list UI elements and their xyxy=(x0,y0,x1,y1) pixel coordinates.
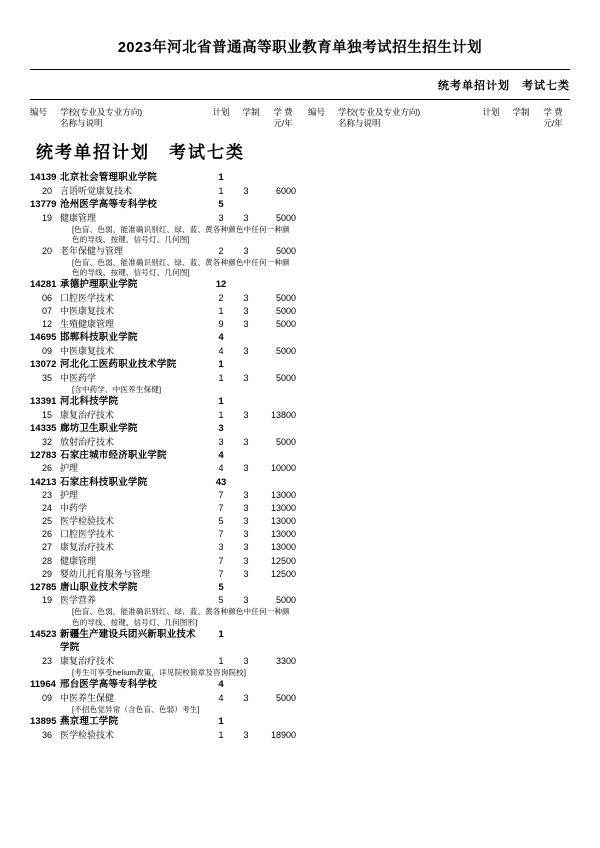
row-plan: 3 xyxy=(218,542,224,553)
row-name: 婴幼儿托育服务与管理 xyxy=(60,568,151,579)
row-code: 26 xyxy=(42,463,53,474)
row-plan: 3 xyxy=(218,212,224,223)
row-name: 廊坊卫生职业学院 xyxy=(60,422,138,434)
row-length: 3 xyxy=(243,568,249,579)
major-row xyxy=(30,372,300,385)
row-plan: 5 xyxy=(218,199,224,211)
column-header-name-right-line1: 学校(专业及专业方向) xyxy=(338,107,421,117)
row-length: 3 xyxy=(243,186,249,197)
row-length: 3 xyxy=(243,212,249,223)
row-length: 3 xyxy=(243,306,249,317)
major-row xyxy=(30,185,300,198)
row-code: 25 xyxy=(42,516,53,527)
row-fee: 13000 xyxy=(270,516,296,527)
major-row xyxy=(30,489,300,502)
major-row xyxy=(30,462,300,475)
row-code: 14213 xyxy=(30,476,57,488)
row-name: 中医药学 xyxy=(60,372,97,383)
major-row xyxy=(30,541,300,554)
row-plan: 9 xyxy=(218,319,224,330)
page-title: 2023年河北省普通高等职业教育单独考试招生招生计划 xyxy=(117,40,483,56)
major-row xyxy=(30,436,300,449)
column-header-length-left: 学制 xyxy=(242,107,260,117)
column-header-name-left-line2: 名称与说明 xyxy=(60,117,103,128)
column-header-code-right: 编号 xyxy=(308,107,326,117)
row-plan: 1 xyxy=(218,409,224,420)
column-header-name-left-line1: 学校(专业及专业方向) xyxy=(60,107,143,117)
column-header-name-right-line2: 名称与说明 xyxy=(338,117,381,128)
row-code: 09 xyxy=(42,693,53,704)
row-length: 3 xyxy=(243,730,249,741)
major-row xyxy=(30,502,300,515)
row-name: 放射治疗技术 xyxy=(60,436,115,447)
row-name: 医学营养 xyxy=(60,595,97,606)
row-plan: 2 xyxy=(218,293,224,304)
row-plan: 12 xyxy=(215,279,227,291)
row-fee: 5000 xyxy=(275,372,296,383)
row-fee: 12500 xyxy=(270,555,296,566)
row-length: 3 xyxy=(243,656,249,667)
row-code: 19 xyxy=(42,212,53,223)
row-name: 石家庄城市经济职业学院 xyxy=(60,449,167,461)
column-header-fee-left-line2: 元/年 xyxy=(273,117,293,128)
major-row xyxy=(30,568,300,581)
major-row xyxy=(30,692,300,705)
row-name: 唐山职业技术学院 xyxy=(60,581,138,593)
row-code: 19 xyxy=(42,595,53,606)
row-name: 石家庄科技职业学院 xyxy=(60,476,148,488)
column-header-fee-right-line2: 元/年 xyxy=(543,117,563,128)
row-fee: 5000 xyxy=(275,293,296,304)
row-fee: 13000 xyxy=(270,490,296,501)
row-name: 燕京理工学院 xyxy=(60,716,119,728)
column-headers xyxy=(30,104,570,132)
major-note: [色盲、色弱，能准确识别红、绿、蓝、黄各种颜色中任何一种颜色的导线、按键、信号灯、几何图] xyxy=(72,258,290,278)
row-fee: 5000 xyxy=(275,436,296,447)
row-code: 12783 xyxy=(30,449,57,461)
row-plan: 5 xyxy=(218,595,224,606)
row-name: 健康管理 xyxy=(60,212,97,223)
row-code: 20 xyxy=(42,246,53,257)
row-plan: 7 xyxy=(218,568,224,579)
row-length: 3 xyxy=(243,529,249,540)
row-fee: 5000 xyxy=(275,693,296,704)
row-name: 口腔医学技术 xyxy=(60,293,115,304)
row-fee: 5000 xyxy=(275,346,296,357)
school-row xyxy=(30,715,300,729)
row-name: 中药学 xyxy=(60,503,88,514)
school-row xyxy=(30,422,300,436)
row-name: 中医康复技术 xyxy=(60,306,115,317)
major-row xyxy=(30,515,300,528)
running-head: 统考单招计划 考试七类 xyxy=(438,80,570,92)
row-code: 12785 xyxy=(30,581,57,593)
major-note: [含中药学、中医养生保健] xyxy=(72,384,162,394)
major-row xyxy=(30,528,300,541)
row-plan: 1 xyxy=(218,306,224,317)
row-name: 康复治疗技术 xyxy=(60,542,115,553)
column-header-plan-left: 计划 xyxy=(212,107,230,117)
column-header-fee-right xyxy=(536,107,570,128)
row-name: 康复治疗技术 xyxy=(60,409,115,420)
row-code: 14139 xyxy=(30,172,57,184)
row-code: 28 xyxy=(42,555,53,566)
row-code: 26 xyxy=(42,529,53,540)
school-row xyxy=(30,395,300,409)
row-plan: 1 xyxy=(218,396,224,408)
row-length: 3 xyxy=(243,490,249,501)
row-code: 13072 xyxy=(30,359,57,371)
section-title: 统考单招计划 考试七类 xyxy=(36,143,245,163)
school-row xyxy=(30,198,300,212)
school-row xyxy=(30,171,300,185)
row-plan: 1 xyxy=(218,359,224,371)
row-length: 3 xyxy=(243,555,249,566)
row-fee: 5000 xyxy=(275,595,296,606)
column-header-fee-left-line1: 学 费 xyxy=(273,107,293,117)
major-row xyxy=(30,729,300,742)
row-code: 32 xyxy=(42,436,53,447)
title-divider xyxy=(30,69,570,70)
row-code: 14281 xyxy=(30,279,57,291)
row-fee: 13000 xyxy=(270,503,296,514)
row-name: 邯郸科技职业学院 xyxy=(60,332,138,344)
row-name: 护理 xyxy=(60,463,79,474)
row-code: 13391 xyxy=(30,396,57,408)
row-length: 3 xyxy=(243,246,249,257)
row-plan: 1 xyxy=(218,186,224,197)
row-fee: 5000 xyxy=(275,246,296,257)
row-plan: 5 xyxy=(218,516,224,527)
listing-columns xyxy=(30,171,570,742)
row-length: 3 xyxy=(243,319,249,330)
column-header-name-right xyxy=(338,107,476,128)
row-code: 20 xyxy=(42,186,53,197)
row-name: 北京社会管理职业学院 xyxy=(60,172,158,184)
major-note: [色盲、色弱，能准确识别红、绿、蓝、黄各种颜色中任何一种颜色的导线、按键、信号灯、几何图形] xyxy=(72,607,290,627)
row-name: 健康管理 xyxy=(60,555,97,566)
row-plan: 1 xyxy=(218,730,224,741)
row-name: 医学检验技术 xyxy=(60,730,115,741)
column-header-code-left: 编号 xyxy=(30,107,48,117)
row-fee: 12500 xyxy=(270,568,296,579)
school-row xyxy=(30,358,300,372)
row-code: 24 xyxy=(42,503,53,514)
row-code: 14523 xyxy=(30,628,57,640)
school-row xyxy=(30,331,300,345)
row-fee: 6000 xyxy=(275,186,296,197)
row-plan: 5 xyxy=(218,581,224,593)
row-plan: 7 xyxy=(218,555,224,566)
column-header-plan-right: 计划 xyxy=(482,107,500,117)
major-row xyxy=(30,594,300,607)
row-plan: 2 xyxy=(218,246,224,257)
row-code: 06 xyxy=(42,293,53,304)
row-code: 27 xyxy=(42,542,53,553)
column-header-fee-left xyxy=(266,107,300,128)
row-code: 35 xyxy=(42,372,53,383)
major-note: [色盲、色弱，能准确识别红、绿、蓝、黄各种颜色中任何一种颜色的导线、按键、信号灯、几何图] xyxy=(72,224,290,244)
row-name: 生殖健康管理 xyxy=(60,319,115,330)
school-row xyxy=(30,278,300,292)
row-plan: 4 xyxy=(218,346,224,357)
row-length: 3 xyxy=(243,516,249,527)
school-row xyxy=(30,449,300,463)
row-name: 言语听觉康复技术 xyxy=(60,186,133,197)
row-fee: 5000 xyxy=(275,306,296,317)
row-code: 11964 xyxy=(30,679,56,691)
major-row xyxy=(30,305,300,318)
school-row xyxy=(30,678,300,692)
row-fee: 13800 xyxy=(270,409,296,420)
row-plan: 4 xyxy=(218,463,224,474)
school-row xyxy=(30,581,300,595)
row-plan: 1 xyxy=(218,628,224,640)
row-plan: 7 xyxy=(218,503,224,514)
row-name: 老年保健与管理 xyxy=(60,246,124,257)
row-plan: 7 xyxy=(218,529,224,540)
row-name: 中医养生保健 xyxy=(60,693,115,704)
row-fee: 18900 xyxy=(270,730,296,741)
row-name: 康复治疗技术 xyxy=(60,656,115,667)
row-name: 河北科技学院 xyxy=(60,396,119,408)
row-plan: 1 xyxy=(218,716,224,728)
row-code: 09 xyxy=(42,346,53,357)
row-name: 邢台医学高等专科学校 xyxy=(60,679,158,691)
row-name: 沧州医学高等专科学校 xyxy=(60,199,158,211)
listing-column-left xyxy=(30,171,300,742)
row-plan: 4 xyxy=(218,679,224,691)
row-code: 14695 xyxy=(30,332,57,344)
row-name: 新疆生产建设兵团兴新职业技术学院 xyxy=(60,628,196,654)
row-code: 15 xyxy=(42,409,53,420)
row-length: 3 xyxy=(243,693,249,704)
row-code: 23 xyxy=(42,656,53,667)
column-header-fee-right-line1: 学 费 xyxy=(543,107,563,117)
row-name: 中医康复技术 xyxy=(60,346,115,357)
school-row xyxy=(30,476,300,490)
row-code: 29 xyxy=(42,568,53,579)
major-row xyxy=(30,212,300,225)
row-name: 承德护理职业学院 xyxy=(60,279,138,291)
row-plan: 1 xyxy=(218,172,224,184)
row-fee: 13000 xyxy=(270,529,296,540)
row-plan: 7 xyxy=(218,490,224,501)
row-plan: 4 xyxy=(218,332,224,344)
row-fee: 3300 xyxy=(275,656,296,667)
row-code: 14335 xyxy=(30,422,57,434)
row-name: 河北化工医药职业技术学院 xyxy=(60,359,177,371)
major-note: [不招色觉异常（含色盲、色弱）考生] xyxy=(72,705,200,715)
row-code: 13895 xyxy=(30,716,57,728)
row-length: 3 xyxy=(243,503,249,514)
row-length: 3 xyxy=(243,372,249,383)
listing-column-right xyxy=(300,171,570,742)
row-code: 12 xyxy=(42,319,53,330)
row-length: 3 xyxy=(243,409,249,420)
row-code: 07 xyxy=(42,306,53,317)
row-plan: 4 xyxy=(218,449,224,461)
row-plan: 1 xyxy=(218,656,224,667)
row-length: 3 xyxy=(243,293,249,304)
row-plan: 3 xyxy=(218,422,224,434)
row-fee: 10000 xyxy=(270,463,296,474)
column-header-length-right: 学制 xyxy=(512,107,530,117)
row-length: 3 xyxy=(243,463,249,474)
row-length: 3 xyxy=(243,542,249,553)
row-fee: 13000 xyxy=(270,542,296,553)
row-length: 3 xyxy=(243,436,249,447)
row-length: 3 xyxy=(243,595,249,606)
row-code: 13779 xyxy=(30,199,57,211)
column-header-name-left xyxy=(60,107,206,128)
row-plan: 3 xyxy=(218,436,224,447)
row-name: 护理 xyxy=(60,490,79,501)
major-note: [考生可享受helium政策，详见院校简章及咨询院校] xyxy=(72,668,247,678)
row-fee: 5000 xyxy=(275,212,296,223)
major-row xyxy=(30,655,300,668)
row-length: 3 xyxy=(243,346,249,357)
major-row xyxy=(30,292,300,305)
row-plan: 43 xyxy=(215,476,227,488)
major-row xyxy=(30,345,300,358)
school-row xyxy=(30,628,300,656)
row-code: 23 xyxy=(42,490,53,501)
header-divider xyxy=(30,99,570,100)
row-name: 口腔医学技术 xyxy=(60,529,115,540)
row-name: 医学检验技术 xyxy=(60,516,115,527)
major-row xyxy=(30,245,300,258)
major-row xyxy=(30,555,300,568)
row-plan: 4 xyxy=(218,693,224,704)
row-plan: 1 xyxy=(218,372,224,383)
row-fee: 5000 xyxy=(275,319,296,330)
major-row xyxy=(30,409,300,422)
row-code: 36 xyxy=(42,730,53,741)
major-row xyxy=(30,318,300,331)
